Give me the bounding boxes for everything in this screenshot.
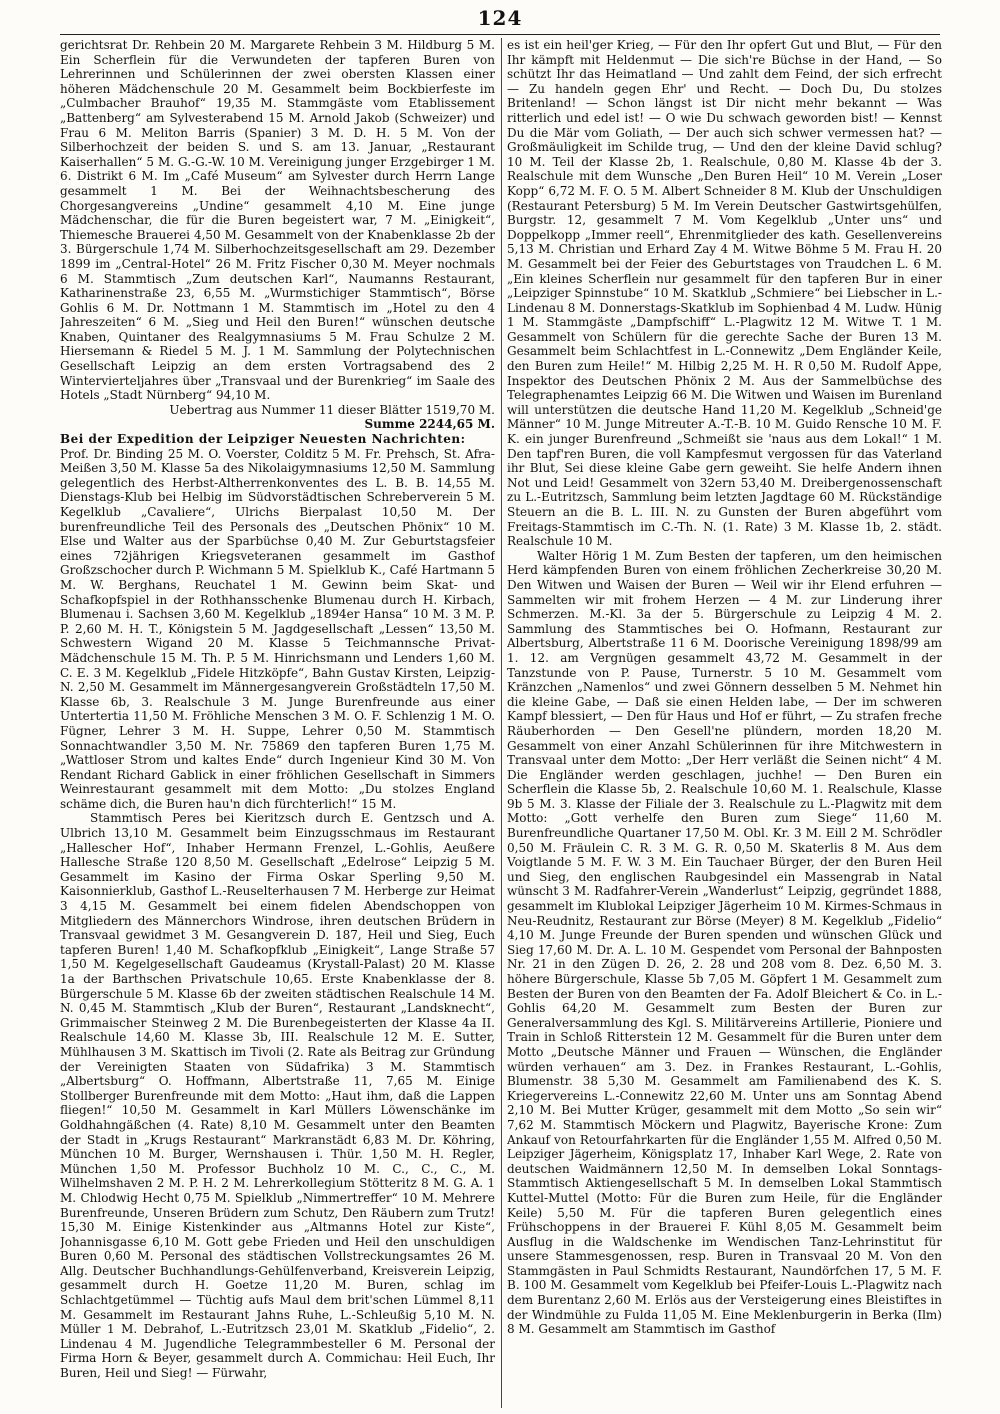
- donation-list-paragraph: Walter Hörig 1 M. Zum Besten der tapferen, um den heimischen Herd kämpfenden Buren von einem fröhlichen Zecherkreise 30,20 M. Den Witwen und Waisen der Buren — Weil wir ihr Elend erfuhren — Sammelten wir mit frohem Herzen — 4 M. zur Linderung ihrer Schmerzen. M.-Kl. 3a der 5. Bürgerschule zu Leipzig 4 M. 2. Sammlung des Stammtisches bei O. Hofmann, Restaurant zur Albertsburg, Albertstraße 11 6 M. Doorische Vereinigung 1898/99 am 1. 12. am Vergnügen gesammelt 43,72 M. Gesammelt in der Tanzstunde von P. Pause, Turnerstr. 5 10 M. Gesammelt vom Kränzchen „Namenlos“ und zwei Gönnern desselben 5 M. Nehmet hin die kleine Gabe, — Daß sie einen Helden labe, — Der im schweren Kampf blessiert, — Den für Haus und Hof er führt, — Zu strafen freche Räuberhorden — Den Gesell'ne plündern, morden 18,20 M. Gesammelt von einer Anzahl Schülerinnen für ihre Mitchwestern in Transvaal unter dem Motto: „Der Herr verläßt die Seinen nicht“ 4 M. Die Engländer werden geschlagen, juchhe! — Den Buren ein Scherflein die Klasse 5b, 2. Realschule 10,60 M. 1. Realschule, Klasse 9b 5 M. 3. Klasse der Filiale der 3. Realschule zu L.-Plagwitz mit dem Motto: „Gott verhelfe den Buren zum Siege“ 11,60 M. Burenfreundliche Quartaner 17,50 M. Obl. Kr. 3 M. Eill 2 M. Schrödler 0,50 M. Fräulein C. R. 3 M. G. R. 0,50 M. Skaterlis 8 M. Aus dem Voigtlande 5 M. F. W. 3 M. Ein Tauchaer Bürger, der den Buren Heil und Sieg, den englischen Raubgesindel ein Massengrab in Natal wünscht 3 M. Radfahrer-Verein „Wanderlust“ Leipzig, gegründet 1888, gesammelt im Klublokal Leipziger Jägerheim 10 M. Kirmes-Schmaus in Neu-Reudnitz, Restaurant zur Börse (Meyer) 8 M. Kegelklub „Fidelio“ 4,10 M. Junge Freunde der Buren spenden und wünschen Glück und Sieg 17,60 M. Dr. A. L. 10 M. Gespendet vom Personal der Bahnposten Nr. 21 in den Zügen D. 26, 2. 28 und 208 vom 8. Dez. 6,50 M. 3. höhere Bürgerschule, Klasse 5b 7,05 M. Göpfert 1 M. Gesammelt zum Besten der Buren von den Beamten der Fa. Adolf Bleichert & Co. in L.-Gohlis 64,20 M. Gesammelt zum Besten der Buren zur Generalversammlung des Kgl. S. Militärvereins Artillerie, Pioniere und Train in Schloß Ritterstein 12 M. Gesammelt für die Buren unter dem Motto „Deutsche Männer und Frauen — Wünschen, die Engländer würden verhauen“ am 3. Dez. in Frankes Restaurant, L.-Gohlis, Blumenstr. 38 5,30 M. Gesammelt am Familienabend des K. S. Kriegervereins L.-Connewitz 22,60 M. Unter uns am Sonntag Abend 2,10 M. Bei Mutter Krüger, gesammelt mit dem Motto „So sein wir“ 7,62 M. Stammtisch Möckern und Plagwitz, Bayerische Krone: Zum Ankauf von Retourfahrkarten für die Engländer 1,55 M. Alfred 0,50 M. Leipziger Jägerheim, Königsplatz 17, Inhaber Karl Wege, 2. Rate von deutschen Waidmännern 12,50 M. In demselben Lokal Sonntags-Stammtisch Aktiengesellschaft 5 M. In demselben Lokal Stammtisch Kuttel-Muttel (Motto: Für die Buren zum Heile, für die Engländer Keile) 5,50 M. Für die tapferen Buren gelegentlich eines Frühschoppens in der Brauerei F. Kühl 8,05 M. Gesammelt beim Ausflug in die Waldschenke im Wendischen Tanz-Lehrinstitut für unsere Stammesgenossen, resp. Buren in Transvaal 20 M. Von den Stammgästen in Paul Schmidts Restaurant, Naundörfchen 17, 5 M. F. B. 100 M. Gesammelt vom Kegelklub bei Pfeifer-Louis L.-Plagwitz nach dem Burentanz 2,60 M. Erlös aus der Versteigerung eines Bleistiftes in der Windmühle zu Fulda 11,05 M. Eine Meklenburgerin in Berka (Ilm) 8 M. Gesammelt am Stammtisch im Gasthof: [507, 548, 942, 1337]
- left-column: [60, 38, 495, 1408]
- donation-list-paragraph: Prof. Dr. Binding 25 M. O. Voerster, Colditz 5 M. Fr. Prehsch, St. Afra-Meißen 3,50 M. Klasse 5a des Nikolaigymnasiums 12,50 M. Sammlung gelegentlich des Herbst-Altherrenkonventes des L. B. B. 14,55 M. Dienstags-Klub bei Helbig im Südvorstädtischen Schreberverein 5 M. Kegelklub „Cavaliere“, Ulrichs Bierpalast 10,50 M. Der burenfreundliche Teil des Personals des „Deutschen Phönix“ 10 M. Else und Walter aus der Sparbüchse 0,40 M. Zur Geburtstagsfeier eines 72jährigen Kriegsveteranen gesammelt im Gasthof Großzschocher durch P. Wichmann 5 M. Spielklub K., Café Hartmann 5 M. W. Berghans, Reuchatel 1 M. Gewinn beim Skat- und Schafkopfspiel in der Rothhansschenke Blumenau durch H. Kirbach, Blumenau i. Sachsen 3,60 M. Kegelklub „1894er Hansa“ 10 M. 3 M. P. P. 2,60 M. H. T., Königstein 5 M. Jagdgesellschaft „Lessen“ 13,50 M. Schwestern Wigand 20 M. Klasse 5 Teichmannsche Privat-Mädchenschule 15 M. Th. P. 5 M. Hinrichsmann und Lenders 1,60 M. C. E. 3 M. Kegelklub „Fidele Hitzköpfe“, Bahn Gustav Kirsten, Leipzig-N. 2,50 M. Gesammelt im Männergesangverein Großstädteln 17,50 M. Klasse 6b, 3. Realschule 3 M. Junge Burenfreunde aus einer Untertertia 11,50 M. Fröhliche Menschen 3 M. O. F. Schlenzig 1 M. O. Fügner, Lehrer 3 M. H. Suppe, Lehrer 0,50 M. Stammtisch Sonnachtwandler 3,50 M. Nr. 75869 den tapferen Buren 1,75 M. „Wattloser Strom und kaltes Ende“ durch Ingenieur Kind 30 M. Von Rendant Richard Gablick in einer fröhlichen Gesellschaft in Simmers Weinrestaurant gesammelt mit dem Motto: „Du stolzes England schäme dich, die Buren hau'n dich fürchterlich!“ 15 M.: [60, 446, 495, 811]
- header-rule: [60, 34, 940, 35]
- page-number: 124: [477, 6, 523, 30]
- donation-list-paragraph: gerichtsrat Dr. Rehbein 20 M. Margarete Rehbein 3 M. Hildburg 5 M. Ein Scherflein für die Verwundeten der tapferen Buren von Lehrerinnen und Schülerinnen der zwei obersten Klassen einer höheren Mädchenschule 20 M. Gesammelt beim Bockbierfeste im „Culmbacher Brauhof“ 19,35 M. Stammgäste vom Etablissement „Battenberg“ am Sylvesterabend 15 M. Arnold Jakob (Schweizer) und Frau 6 M. Meliton Barris (Spanier) 3 M. D. H. 5 M. Von der Silberhochzeit der beiden S. und S. am 13. Januar, „Restaurant Kaiserhallen“ 5 M. G.-G.-W. 10 M. Vereinigung junger Erzgebirger 1 M. 6. Distrikt 6 M. Im „Café Museum“ am Sylvester durch Herrn Lange gesammelt 1 M. Bei der Weihnachtsbescherung des Chorgesangvereins „Undine“ gesammelt 4,10 M. Eine junge Mädchenschar, die für die Buren begeistert war, 7 M. „Einigkeit“, Thiemesche Brauerei 4,50 M. Gesammelt von der Knabenklasse 2b der 3. Bürgerschule 1,74 M. Silberhochzeitsgesellschaft am 29. Dezember 1899 im „Central-Hotel“ 26 M. Fritz Fischer 0,30 M. Meyer nochmals 6 M. Stammtisch „Zum deutschen Karl“, Naumanns Restaurant, Katharinenstraße 23, 6,55 M. „Wurmstichiger Stammtisch“, Börse Gohlis 6 M. Dr. Nottmann 1 M. Stammtisch im „Hotel zu den 4 Jahreszeiten“ 6 M. „Sieg und Heil den Buren!“ wünschen deutsche Knaben, Quintaner des Realgymnasiums 5 M. Frau Schulze 2 M. Hiersemann & Riedel 5 M. J. 1 M. Sammlung der Polytechnischen Gesellschaft Leipzig an dem ersten Vortragsabend des 2 Wintervierteljahres über „Transvaal und der Burenkrieg“ im Saale des Hotels „Stadt Nürnberg“ 94,10 M.: [60, 38, 495, 403]
- sum-line: Summe 2244,65 M.: [364, 417, 495, 432]
- donation-list-paragraph: Stammtisch Peres bei Kieritzsch durch E. Gentzsch und A. Ulbrich 13,10 M. Gesammelt beim Einzugsschmaus im Restaurant „Hallescher Hof“, Inhaber Hermann Frenzel, L.-Gohlis, Aeußere Hallesche Straße 120 8,50 M. Gesellschaft „Edelrose“ Leipzig 5 M. Gesammelt im Kasino der Firma Oskar Sperling 9,50 M. Kaisonnierklub, Gasthof L.-Reuselterhausen 7 M. Herberge zur Heimat 3 4,15 M. Gesammelt bei einem fidelen Abendschoppen von Mitgliedern des Männerchors Windrose, ihren deutschen Brüdern in Transvaal gewidmet 3 M. Gesangverein D. 187, Heil und Sieg, Euch tapferen Buren! 1,40 M. Schafkopfklub „Einigkeit“, Lange Straße 57 1,50 M. Kegelgesellschaft Gaudeamus (Krystall-Palast) 20 M. Klasse 1a der Barthschen Privatschule 10,65. Erste Knabenklasse der 8. Bürgerschule 5 M. Klasse 6b der zweiten städtischen Realschule 14 M. N. 0,45 M. Stammtisch „Klub der Buren“, Restaurant „Landsknecht“, Grimmaischer Steinweg 2 M. Die Burenbegeisterten der Klasse 4a II. Realschule 14,60 M. Klasse 3b, III. Realschule 12 M. E. Sutter, Mühlhausen 3 M. Skattisch im Tivoli (2. Rate als Beitrag zur Gründung der Vereinigten Staaten von Südafrika) 3 M. Stammtisch „Albertsburg“ O. Hoffmann, Albertstraße 11, 7,65 M. Einige Stollberger Burenfreunde mit dem Motto: „Haut ihm, daß die Lappen fliegen!“ 10,50 M. Gesammelt in Karl Müllers Löwenschänke im Goldhahngäßchen (4. Rate) 8,10 M. Gesammelt unter den Beamten der Stadt in „Krugs Restaurant“ Markranstädt 6,83 M. Dr. Köhring, München 10 M. Burger, Wernshausen i. Thür. 1,50 M. H. Regler, München 1,50 M. Professor Buchholz 10 M. C., C., C., M. Wilhelmshaven 2 M. P. H. 2 M. Lehrerkollegium Stötteritz 8 M. G. A. 1 M. Chlodwig Hecht 0,75 M. Spielklub „Nimmertreffer“ 10 M. Mehrere Burenfreunde, Unseren Brüdern zum Schutz, Den Räubern zum Trutz! 15,30 M. Einige Kistenkinder aus „Altmanns Hotel zur Kiste“, Johannisgasse 6,10 M. Gott gebe Frieden und Heil den unschuldigen Buren 0,60 M. Personal des städtischen Vollstreckungsamtes 26 M. Allg. Deutscher Buchhandlungs-Gehülfenverband, Kreisverein Leipzig, gesammelt durch H. Goetze 11,20 M. Buren, schlag im Schlachtgetümmel — Tüchtig aufs Maul dem brit'schen Lümmel 8,11 M. Gesammelt im Restaurant Jahns Ruhe, L.-Schleußig 5,10 M. N. Müller 1 M. Debrahof, L.-Eutritzsch 23,01 M. Skatklub „Fidelio“, 2. Lindenau 4 M. Jugendliche Telegrammbesteller 6 M. Personal der Firma Horn & Beyer, gesammelt durch A. Commichau: Heil Euch, Ihr Buren, Heil und Sieg! — Fürwahr,: [60, 811, 495, 1381]
- carry-over-line: Uebertrag aus Nummer 11 dieser Blätter 1519,70 M.: [169, 402, 495, 417]
- right-column: [507, 38, 942, 1408]
- donation-list-paragraph: es ist ein heil'ger Krieg, — Für den Ihr opfert Gut und Blut, — Für den Ihr kämpft mit Heldenmut — Die sich're Büchse in der Hand, — So schützt Ihr das Heimatland — Und zahlt dem Feind, der sich erfrecht — Zu handeln gegen Ehr' und Recht. — Doch Du, Du stolzes Britenland! — Schon längst ist Dir nicht mehr bekannt — Was ritterlich und edel ist! — O wie Du schwach geworden bist! — Kennst Du die Mär vom Goliath, — Der auch sich schwer vermessen hat? — Großmäuligkeit im Schilde trug, — Und den der kleine David schlug? 10 M. Teil der Klasse 2b, 1. Realschule, 0,80 M. Klasse 4b der 3. Realschule mit dem Wunsche „Den Buren Heil“ 10 M. Verein „Loser Kopp“ 6,72 M. F. O. 5 M. Albert Schneider 8 M. Klub der Unschuldigen (Restaurant Petersburg) 5 M. Im Verein Deutscher Gastwirtsgehülfen, Burgstr. 12, gesammelt 7 M. Vom Kegelklub „Unter uns“ und Doppelkopp „Immer reell“, Ehrenmitglieder des kath. Gesellenvereins 5,13 M. Christian und Erhard Zay 4 M. Witwe Böhme 5 M. Frau H. 20 M. Gesammelt bei der Feier des Geburtstages von Traudchen L. 6 M. „Ein kleines Scherflein nur gesammelt für den tapferen Bur in einer „Leipziger Spinnstube“ 10 M. Skatklub „Schmiere“ bei Liebscher in L.-Lindenau 8 M. Donnerstags-Skatklub im Sophienbad 4 M. Ludw. Hünig 1 M. Stammgäste „Dampfschiff“ L.-Plagwitz 12 M. Witwe T. 1 M. Gesammelt von Schülern für die gerechte Sache der Buren 13 M. Gesammelt beim Schlachtfest in L.-Connewitz „Dem Engländer Keile, den Buren zum Heile!“ M. Hilbig 2,25 M. H. R 0,50 M. Rudolf Appe, Inspektor des Deutschen Phönix 2 M. Aus der Sammelbüchse des Telegraphenamtes Leipzig 66 M. Die Witwen und Waisen im Burenland will unterstützen die deutsche Hand 11,20 M. Kegelklub „Schneid'ge Männer“ 10 M. Junge Mitreuter A.-T.-B. 10 M. Guido Rensche 10 M. F. K. ein junger Burenfreund „Schmeißt sie 'naus aus dem Lokal!“ 1 M. Den tapf'ren Buren, die voll Kampfesmut vergossen für das Vaterland ihr Blut, Sei diese kleine Gabe gern geweiht. Sie helfe Andern ihnen Not und Leid! Gesammelt von 32ern 53,40 M. Dreibergenossenschaft zu L.-Eutritzsch, Sammlung beim letzten Jagdtage 60 M. Rückständige Steuern an die B. L. III. N. zu Gunsten der Buren abgeführt vom Freitags-Stammtisch im C.-Th. N. (1. Rate) 3 M. Klasse 1b, 2. städt. Realschule 10 M.: [507, 38, 942, 549]
- expedition-heading: Bei der Expedition der Leipziger Neuesten Nachrichten:: [60, 432, 466, 447]
- column-divider: [501, 38, 502, 1408]
